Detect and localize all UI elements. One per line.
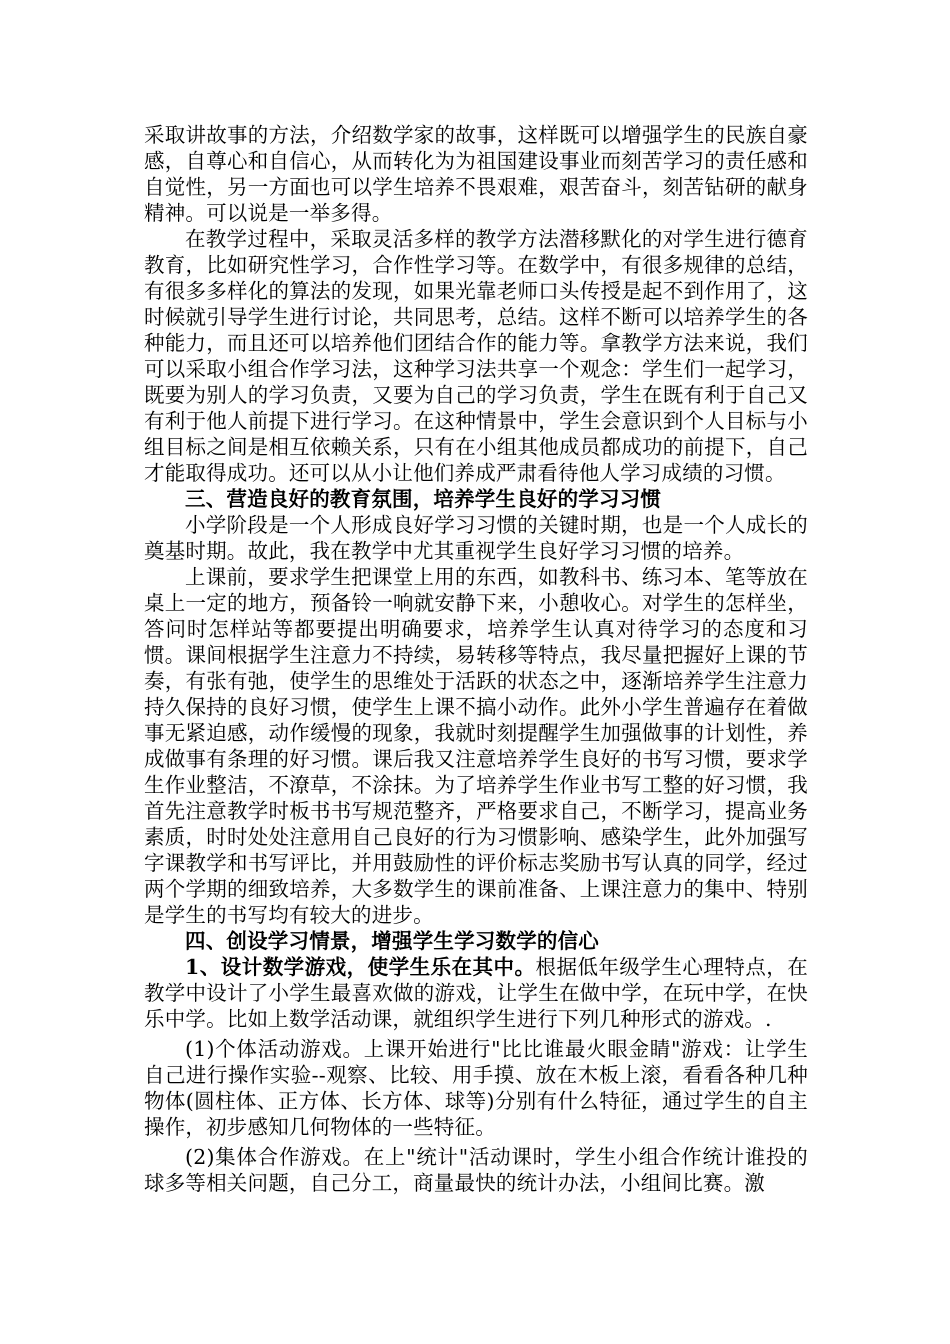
section-heading-3: 三、营造良好的教育氛围，培养学生良好的学习习惯	[185, 487, 662, 511]
document-page	[144, 122, 808, 1196]
paragraph-storytelling: 采取讲故事的方法，介绍数学家的故事，这样既可以增强学生的民族自豪感，自尊心和自信心，从而转化为为祖国建设事业而刻苦学习的责任感和自觉性，另一方面也可以学生培养不畏艰难，艰苦奋斗，刻苦钻研的献身精神。可以说是一举多得。	[144, 123, 808, 225]
paragraph-group-game: (2)集体合作游戏。在上"统计"活动课时，学生小组合作统计谁投的球多等相关问题，自己分工，商量最快的统计办法，小组间比赛。激	[144, 1145, 808, 1195]
section-heading-4: 四、创设学习情景，增强学生学习数学的信心	[185, 929, 599, 953]
paragraph-classroom-habits: 上课前，要求学生把课堂上用的东西，如教科书、练习本、笔等放在桌上一定的地方，预备铃一响就安静下来，小憩收心。对学生的怎样坐，答问时怎样站等都要提出明确要求，培养学生认真对待学习的态度和习惯。课间根据学生注意力不持续，易转移等特点，我尽量把握好上课的节奏，有张有弛，使学生的思维处于活跃的状态之中，逐渐培养学生注意力持久保持的良好习惯，使学生上课不搞小动作。此外小学生普遍存在着做事无紧迫感，动作缓慢的现象，我就时刻提醒学生加强做事的计划性，养成做事有条理的好习惯。课后我又注意培养学生良好的书写习惯，要求学生作业整洁，不潦草，不涂抹。为了培养学生作业书写工整的好习惯，我首先注意教学时板书书写规范整齐，严格要求自己，不断学习，提高业务素质，时时处处注意用自己良好的行为习惯影响、感染学生，此外加强写字课教学和书写评比，并用鼓励性的评价标志奖励书写认真的同学，经过两个学期的细致培养，大多数学生的课前准备、上课注意力的集中、特别是学生的书写均有较大的进步。	[144, 565, 808, 927]
paragraph-individual-game: (1)个体活动游戏。上课开始进行"比比谁最火眼金睛"游戏：让学生自己进行操作实验--观察、比较、用手摸、放在木板上滚，看看各种几种物体(圆柱体、正方体、长方体、球等)分别有什么特征，通过学生的自主操作，初步感知几何物体的一些特征。	[144, 1037, 808, 1139]
paragraph-body: 根据低年级学生心理特点，在教学中设计了小学生最喜欢做的游戏，让学生在做中学，在玩中学，在快乐中学。比如上数学活动课，就组织学生进行下列几种形式的游戏。.	[144, 955, 808, 1031]
paragraph-lead-bold: 1、设计数学游戏，使学生乐在其中。	[185, 955, 536, 979]
paragraph-math-games	[144, 954, 808, 1032]
paragraph-teaching-methods: 在教学过程中，采取灵活多样的教学方法潜移默化的对学生进行德育教育，比如研究性学习，合作性学习等。在数学中，有很多规律的总结，有很多多样化的算法的发现，如果光靠老师口头传授是起不到作用了，这时候就引导学生进行讨论，共同思考，总结。这样不断可以培养学生的各种能力，而且还可以培养他们团结合作的能力等。拿教学方法来说，我们可以采取小组合作学习法，这种学习法共享一个观念：学生们一起学习，既要为别人的学习负责，又要为自己的学习负责，学生在既有利于自己又有利于他人前提下进行学习。在这种情景中，学生会意识到个人目标与小组目标之间是相互依赖关系，只有在小组其他成员都成功的前提下，自己才能取得成功。还可以从小让他们养成严肃看待他人学习成绩的习惯。	[144, 227, 808, 485]
paragraph-learning-habits-intro: 小学阶段是一个人形成良好学习习惯的关键时期，也是一个人成长的奠基时期。故此，我在教学中尤其重视学生良好学习习惯的培养。	[144, 513, 808, 563]
